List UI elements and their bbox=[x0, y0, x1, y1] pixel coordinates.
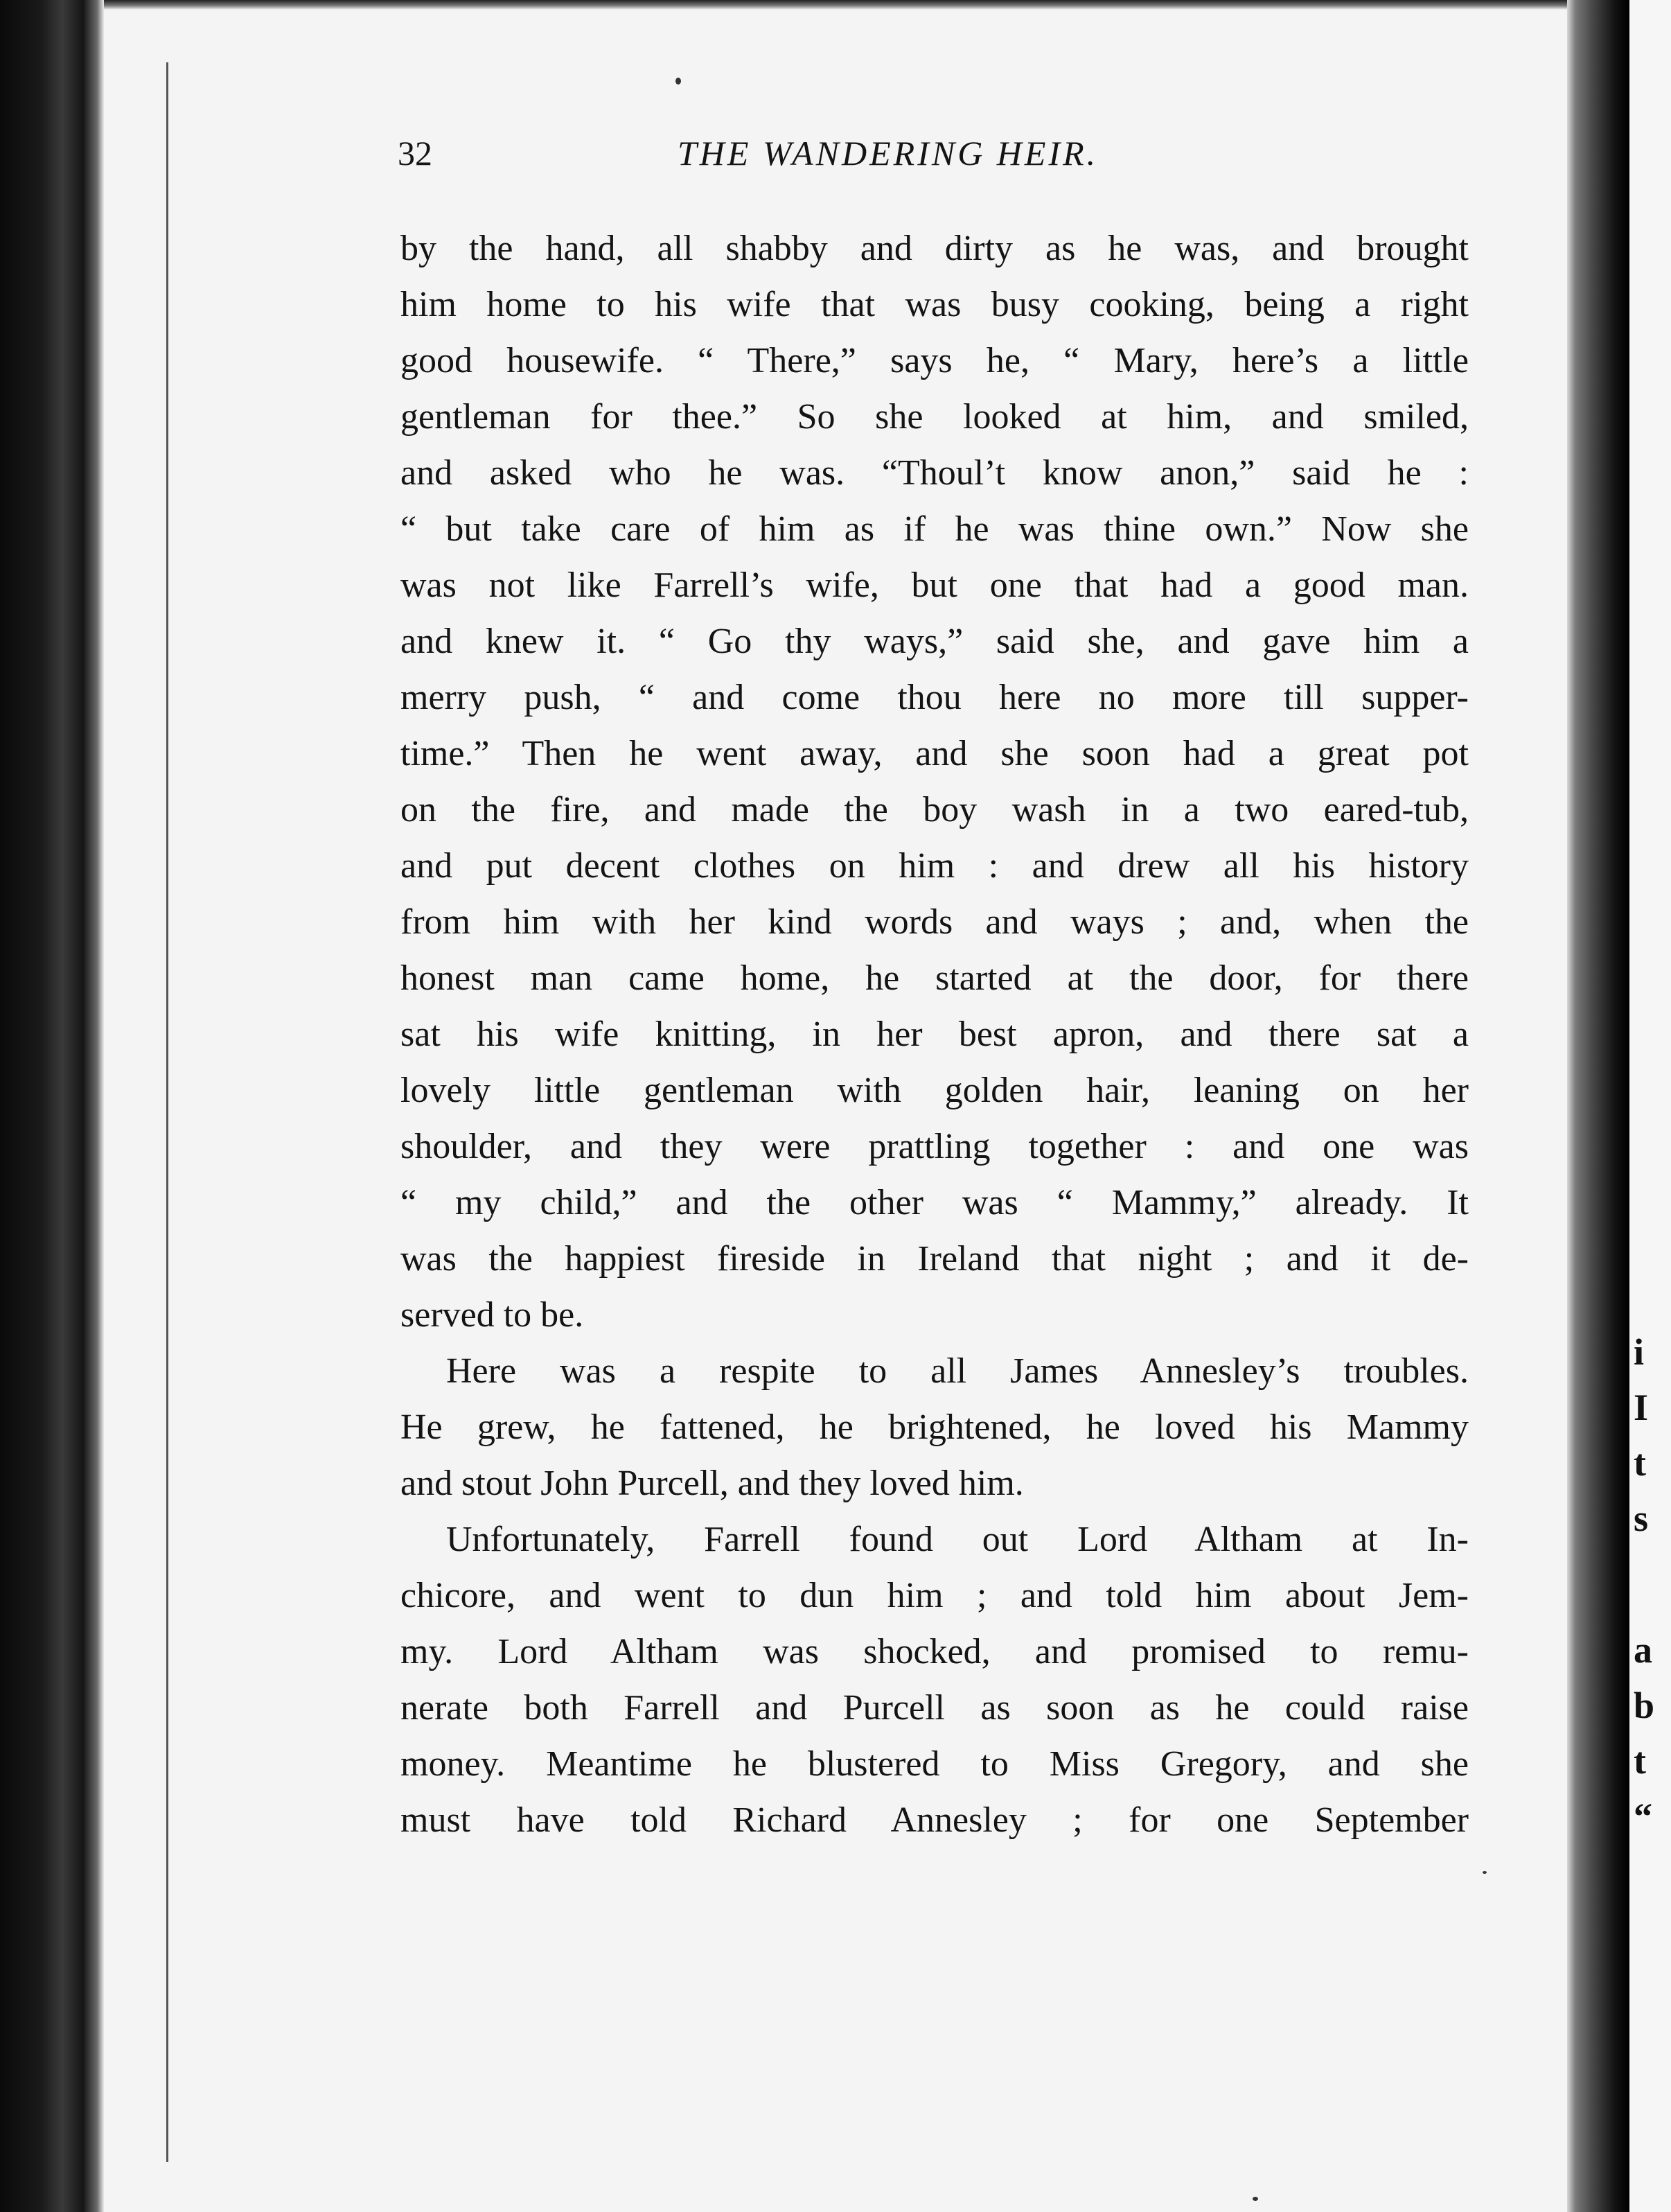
text-line: on the fire, and made the boy wash in a two eared-tub, bbox=[400, 790, 1469, 830]
text-line: good housewife. “ There,” says he, “ Mary, here’s a little bbox=[400, 341, 1469, 380]
scan-speck bbox=[675, 78, 681, 85]
text-line: honest man came home, he started at the door, for there bbox=[400, 958, 1469, 998]
running-title: THE WANDERING HEIR. bbox=[678, 134, 1099, 173]
text-line: was the happiest fireside in Ireland that night ; and it de- bbox=[400, 1239, 1469, 1279]
adjacent-page-letter: s bbox=[1634, 1498, 1649, 1539]
text-line: Unfortunately, Farrell found out Lord Altham at In- bbox=[446, 1520, 1469, 1559]
adjacent-page-letter: t bbox=[1634, 1740, 1646, 1782]
book-spine-left bbox=[0, 0, 104, 2212]
text-line: served to be. bbox=[400, 1295, 584, 1335]
text-line: him home to his wife that was busy cooking, being a right bbox=[400, 285, 1469, 324]
text-line: and asked who he was. “Thoul’t know anon,” said he : bbox=[400, 453, 1469, 493]
text-line: my. Lord Altham was shocked, and promised to remu- bbox=[400, 1632, 1469, 1671]
adjacent-page-letter: I bbox=[1634, 1387, 1649, 1428]
adjacent-page-letter: b bbox=[1634, 1685, 1655, 1726]
text-line: sat his wife knitting, in her best apron, and there sat a bbox=[400, 1015, 1469, 1054]
text-line: Here was a respite to all James Annesley’s troubles. bbox=[446, 1351, 1469, 1391]
body-text bbox=[400, 220, 1469, 1848]
text-line: and stout John Purcell, and they loved him. bbox=[400, 1464, 1024, 1503]
top-edge-shadow bbox=[104, 0, 1580, 10]
adjacent-page-letter: t bbox=[1634, 1442, 1646, 1484]
adjacent-page-letter: “ bbox=[1634, 1796, 1652, 1837]
text-line: and knew it. “ Go thy ways,” said she, and gave him a bbox=[400, 622, 1469, 661]
text-line: by the hand, all shabby and dirty as he was, and brought bbox=[400, 229, 1469, 268]
gutter-shadow-right bbox=[1567, 0, 1629, 2212]
text-line: from him with her kind words and ways ; and, when the bbox=[400, 902, 1469, 942]
text-line: “ but take care of him as if he was thine own.” Now she bbox=[400, 509, 1469, 549]
adjacent-page-letter: i bbox=[1634, 1331, 1645, 1373]
text-line: nerate both Farrell and Purcell as soon as he could raise bbox=[400, 1688, 1469, 1728]
text-line: time.” Then he went away, and she soon had a great pot bbox=[400, 734, 1469, 773]
adjacent-page-letter: a bbox=[1634, 1629, 1652, 1671]
scan-speck bbox=[1483, 1871, 1487, 1874]
text-line: He grew, he fattened, he brightened, he loved his Mammy bbox=[400, 1407, 1469, 1447]
text-line: lovely little gentleman with golden hair, leaning on her bbox=[400, 1071, 1469, 1110]
page-header bbox=[398, 133, 1467, 188]
page-edge-line bbox=[166, 62, 168, 2162]
text-line: merry push, “ and come thou here no more till supper- bbox=[400, 678, 1469, 717]
scan-speck bbox=[1253, 2197, 1258, 2201]
text-line: “ my child,” and the other was “ Mammy,” already. It bbox=[400, 1183, 1469, 1222]
text-line: shoulder, and they were prattling together : and one was bbox=[400, 1127, 1469, 1166]
text-line: and put decent clothes on him : and drew all his history bbox=[400, 846, 1469, 886]
adjacent-page-edge bbox=[1629, 0, 1671, 2212]
text-line: money. Meantime he blustered to Miss Gregory, and she bbox=[400, 1744, 1469, 1784]
page-number: 32 bbox=[398, 134, 432, 173]
text-line: was not like Farrell’s wife, but one that had a good man. bbox=[400, 565, 1469, 605]
text-line: chicore, and went to dun him ; and told him about Jem- bbox=[400, 1576, 1469, 1615]
text-line: must have told Richard Annesley ; for one September bbox=[400, 1800, 1469, 1840]
text-line: gentleman for thee.” So she looked at him, and smiled, bbox=[400, 397, 1469, 437]
